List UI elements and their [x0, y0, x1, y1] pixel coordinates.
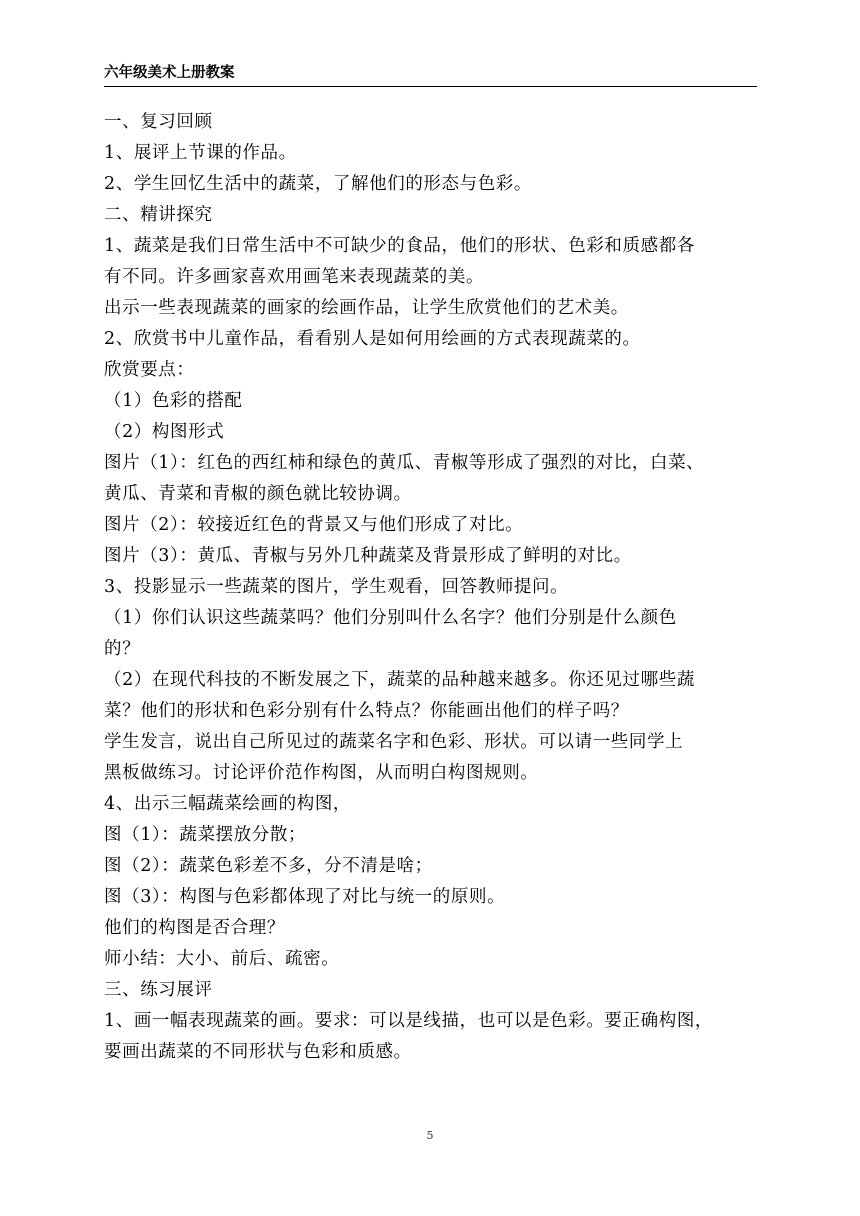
section-heading-practice: 三、练习展评 — [104, 980, 213, 1000]
paragraph-line: 菜？他们的形状和色彩分别有什么特点？你能画出他们的样子吗？ — [104, 701, 629, 721]
paragraph-line: 2、学生回忆生活中的蔬菜，了解他们的形态与色彩。 — [104, 174, 533, 194]
section-heading-review: 一、复习回顾 — [104, 112, 213, 132]
paragraph-line: 师小结：大小、前后、疏密。 — [104, 949, 340, 969]
paragraph-line: 欣赏要点： — [104, 360, 195, 380]
paragraph-line: 图片（3）：黄瓜、青椒与另外几种蔬菜及背景形成了鲜明的对比。 — [104, 546, 632, 566]
paragraph-line: 他们的构图是否合理？ — [104, 918, 285, 938]
paragraph-line: 图（2）：蔬菜色彩差不多，分不清是啥； — [104, 856, 433, 876]
list-item: （1）你们认识这些蔬菜吗？他们分别叫什么名字？他们分别是什么颜色 — [104, 608, 677, 628]
header-title: 六年级美术上册教案 — [104, 65, 235, 81]
list-item: （2）在现代科技的不断发展之下，蔬菜的品种越来越多。你还见过哪些蔬 — [104, 670, 695, 690]
paragraph-line: 黑板做练习。讨论评价范作构图，从而明白构图规则。 — [104, 763, 539, 783]
paragraph-line: 1、展评上节课的作品。 — [104, 143, 297, 163]
paragraph-line: 图片（2）：较接近红色的背景又与他们形成了对比。 — [104, 515, 524, 535]
document-body — [104, 107, 760, 1068]
paragraph-line: 学生发言，说出自己所见过的蔬菜名字和色彩、形状。可以请一些同学上 — [104, 732, 684, 752]
paragraph-line: 出示一些表现蔬菜的画家的绘画作品，让学生欣赏他们的艺术美。 — [104, 298, 629, 318]
paragraph-line: 图（1）：蔬菜摆放分散； — [104, 825, 307, 845]
paragraph-line: 1、画一幅表现蔬菜的画。要求：可以是线描，也可以是色彩。要正确构图， — [104, 1011, 714, 1031]
page-header — [104, 64, 757, 87]
paragraph-line: 有不同。许多画家喜欢用画笔来表现蔬菜的美。 — [104, 267, 485, 287]
paragraph-line: 1、蔬菜是我们日常生活中不可缺少的食品，他们的形状、色彩和质感都各 — [104, 236, 695, 256]
paragraph-line: 3、投影显示一些蔬菜的图片，学生观看，回答教师提问。 — [104, 577, 569, 597]
paragraph-line: 黄瓜、青菜和青椒的颜色就比较协调。 — [104, 484, 412, 504]
paragraph-line: 图片（1）：红色的西红柿和绿色的黄瓜、青椒等形成了强烈的对比，白菜、 — [104, 453, 705, 473]
list-item: （1）色彩的搭配 — [104, 391, 243, 411]
paragraph-line: 的？ — [104, 639, 141, 659]
paragraph-line: 4、出示三幅蔬菜绘画的构图， — [104, 794, 352, 814]
list-item: （2）构图形式 — [104, 422, 225, 442]
section-heading-explore: 二、精讲探究 — [104, 205, 213, 225]
paragraph-line: 图（3）：构图与色彩都体现了对比与统一的原则。 — [104, 887, 506, 907]
paragraph-line: 要画出蔬菜的不同形状与色彩和质感。 — [104, 1042, 412, 1062]
paragraph-line: 2、欣赏书中儿童作品，看看别人是如何用绘画的方式表现蔬菜的。 — [104, 329, 641, 349]
page-number: 5 — [426, 1129, 434, 1142]
